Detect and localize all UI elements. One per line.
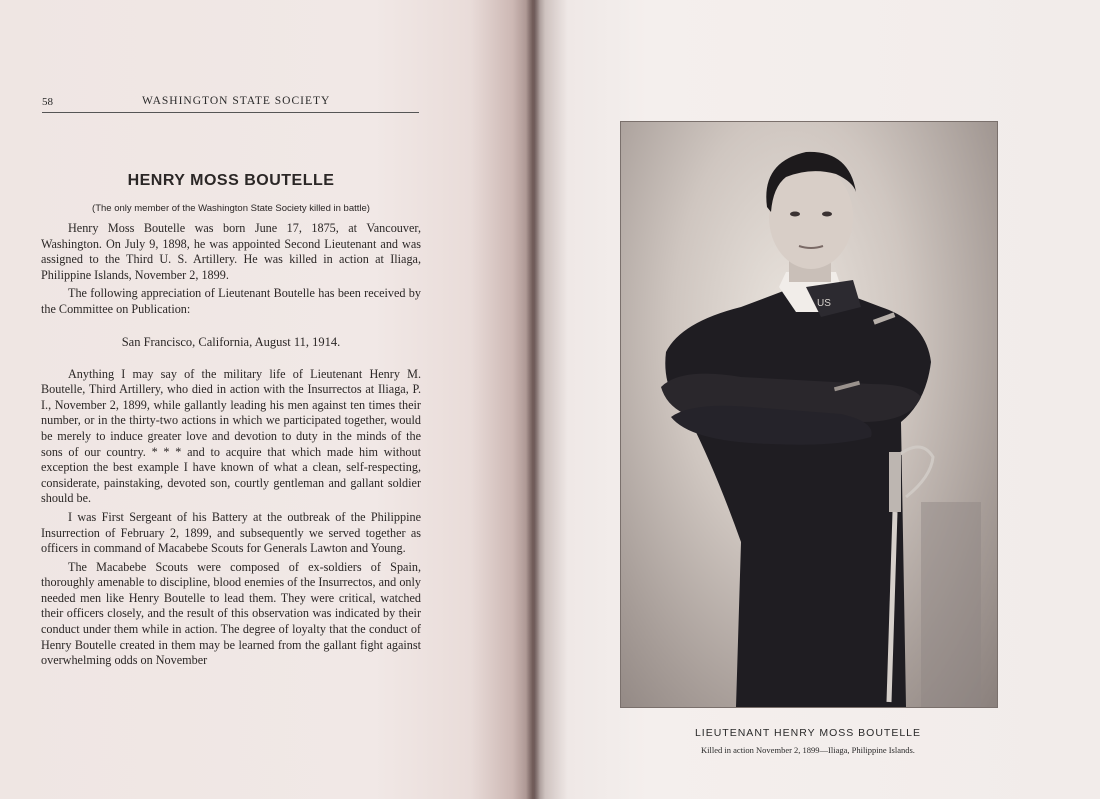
letter-dateline: San Francisco, California, August 11, 1914. <box>121 334 341 349</box>
right-eye <box>822 212 832 217</box>
sabre-grip <box>889 452 901 512</box>
portrait-photo <box>620 121 998 708</box>
page-number: 58 <box>42 96 53 108</box>
portrait-illustration <box>621 122 997 707</box>
article-title: HENRY MOSS BOUTELLE <box>127 172 335 189</box>
background-column <box>921 502 981 707</box>
left-page <box>0 0 534 799</box>
paragraph: The following appreciation of Lieutenant Boutelle has been received by the Committee on Publication: <box>41 286 421 316</box>
letter-paragraph: Anything I may say of the military life of Lieutenant Henry M. Boutelle, Third Artillery, who died in action with the Insurrectos at Iliaga, P. I., November 2, 1899, while gallantly leading his men against ten times their number, or in the thirty-two actions in which we participated together, would be merely to induce greater love and devotion to duty in the minds of the sons of our country. * * * and to acquire that which made him without exception the best example I have known of what a clean, self-respecting, considerate, painstaking, devoted son, courtly gentleman and gallant soldier should be. <box>41 366 421 506</box>
letter-paragraph: I was First Sergeant of his Battery at the outbreak of the Philippine Insurrection of February 2, 1899, and subsequently we served together as officers in command of Macabebe Scouts for Generals Lawton and Young. <box>41 509 421 556</box>
running-head-title: WASHINGTON STATE SOCIETY <box>142 95 331 107</box>
photo-caption-title: LIEUTENANT HENRY MOSS BOUTELLE <box>694 727 922 739</box>
book-gutter <box>526 0 540 799</box>
article-subtitle: (The only member of the Washington State Society killed in battle) <box>92 203 370 214</box>
paragraph: Henry Moss Boutelle was born June 17, 1875, at Vancouver, Washington. On July 9, 1898, he was appointed Second Lieutenant and was assigned to the Third U. S. Artillery. He was killed in action at Iliaga, Philippine Islands, November 2, 1899. <box>41 221 421 282</box>
photo-caption-subtitle: Killed in action November 2, 1899—Iliaga, Philippine Islands. <box>701 745 915 755</box>
article-body <box>41 172 421 672</box>
running-head <box>42 94 419 113</box>
letter-paragraph: The Macabebe Scouts were composed of ex-soldiers of Spain, thoroughly amenable to discipline, blood enemies of the Insurrectos, and only needed men like Henry Boutelle to lead them. They were critical, watched their officers closely, and the result of this observation was indicated by their conduct under them while in action. The degree of loyalty that the conduct of Henry Boutelle created in them may be learned from the gallant fight against overwhelming odds on November <box>41 559 421 668</box>
collar-insignia: US <box>817 298 831 309</box>
left-eye <box>790 212 800 217</box>
